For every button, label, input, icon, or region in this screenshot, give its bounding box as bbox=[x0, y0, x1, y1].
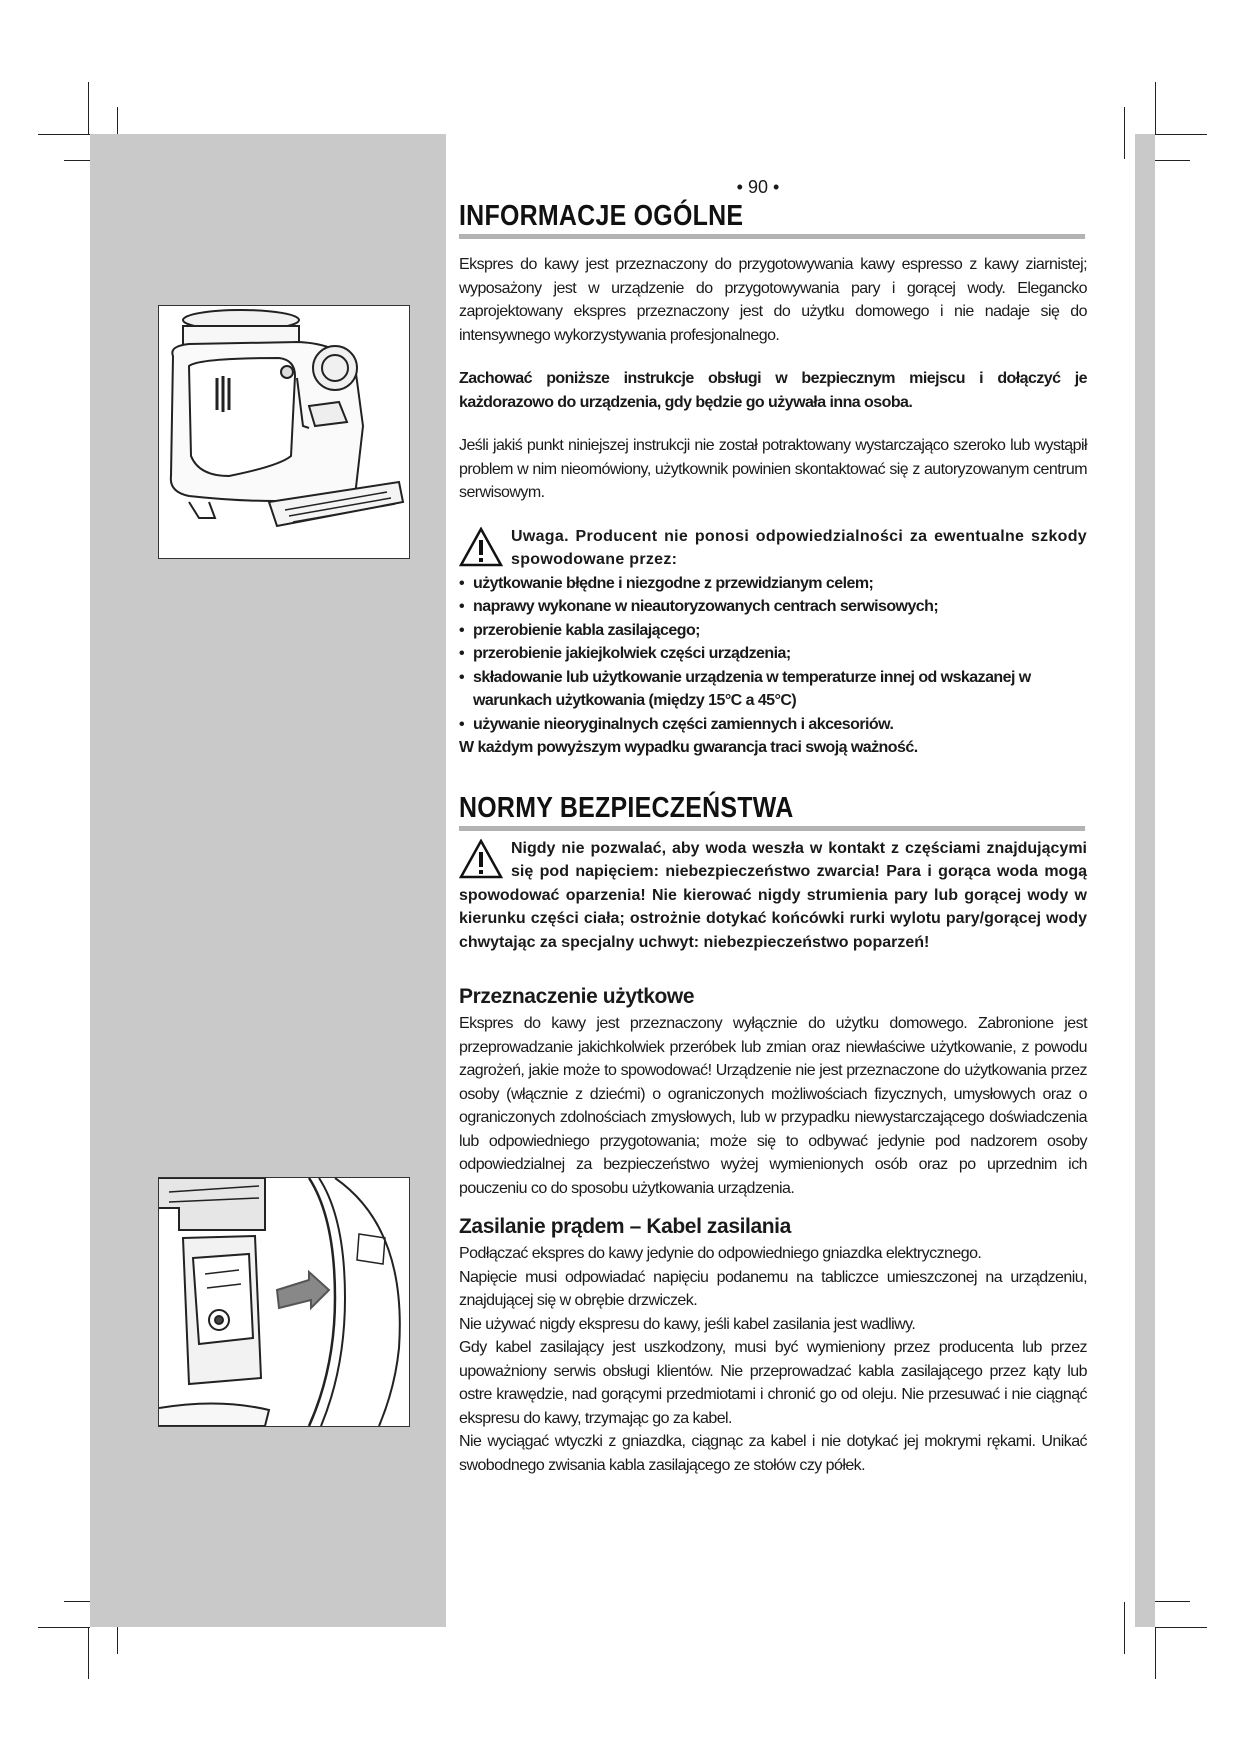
intended-use-paragraph: Ekspres do kawy jest przeznaczony wyłącznie do użytku domowego. Zabronione jest przeprowadzanie jakichkolwiek przeróbek lub zmian oraz niewłaściwe użytkowanie, z powodu zagrożeń, jakie może to spowodować! Urządzenie nie jest przeznaczone do użytkowania przez osoby (włącznie z dziećmi) o ograniczonych możliwościach fizycznych, umysłowych oraz o ograniczonych zdolnościach zmysłowych, lub w przypadku niewystarczającego doświadczenia lub odpowiedniego przygotowania; może się to odbywać jedynie pod nadzorem osoby odpowiedzialnej za bezpieczeństwo wyżej wymienionych osób oraz po uprzednim ich pouczeniu co do sposobu użytkowania urządzenia. bbox=[459, 1015, 1087, 1197]
crop-mark bbox=[1155, 134, 1207, 135]
crop-mark bbox=[1155, 82, 1156, 134]
keep-instructions-note: Zachować poniższe instrukcje obsługi w bezpiecznym miejscu i dołączyć je każdorazowo do urządzenia, gdy będzie go używała inna osoba. bbox=[459, 370, 1087, 411]
warning-triangle-icon bbox=[459, 527, 503, 569]
list-item: • używanie nieoryginalnych części zamiennych i akcesoriów. bbox=[459, 713, 1087, 737]
brew-group-door-icon bbox=[159, 1178, 409, 1426]
warning-block-liability bbox=[459, 525, 1087, 572]
intro-paragraph: Ekspres do kawy jest przeznaczony do przygotowywania kawy espresso z kawy ziarnistej; wyposażony jest w urządzenie do przygotowywania pary i gorącej wody. Elegancko zaprojektowany ekspres przeznaczony jest do użytku domowego i nie nadaje się do intensywnego wykorzystywania profesjonalnego. bbox=[459, 256, 1087, 344]
warranty-closing: W każdym powyższym wypadku gwarancja traci swoją ważność. bbox=[459, 739, 918, 756]
safety-warning: Nigdy nie pozwalać, aby woda weszła w kontakt z częściami znajdującymi się pod napięciem: niebezpieczeństwo zwarcia! Para i gorąca woda mogą spowodować oparzenia! Nie kierować nigdy strumienia pary lub gorącej wody w kierunku części ciała; ostrożnie dotykać końcówki rurki wylotu pary/gorącej wody chwytając za specjalny uchwyt: niebezpieczeństwo poparzeń! bbox=[459, 839, 1087, 951]
warning-triangle-icon bbox=[459, 839, 503, 881]
crop-mark bbox=[88, 1627, 89, 1679]
list-item: • przerobienie kabla zasilającego; bbox=[459, 619, 1087, 643]
list-item: • przerobienie jakiejkolwiek części urządzenia; bbox=[459, 642, 1087, 666]
power-line: Nie wyciągać wtyczki z gniazdka, ciągnąc za kabel i nie dotykać jej mokrymi rękami. Unikać swobodnego zwisania kabla zasilającego ze stołów czy półek. bbox=[459, 1433, 1087, 1474]
crop-mark bbox=[88, 82, 89, 134]
crop-mark bbox=[1124, 107, 1125, 159]
section-title-power-supply: Zasilanie prądem – Kabel zasilania bbox=[459, 1215, 791, 1238]
service-note: Jeśli jakiś punkt niniejszej instrukcji nie został potraktowany wystarczająco szeroko lub wystąpił problem w nim nieomówiony, użytkownik powinien skontaktować się z autoryzowanym centrum serwisowym. bbox=[459, 437, 1087, 501]
power-line: Podłączać ekspres do kawy jedynie do odpowiedniego gniazdka elektrycznego. bbox=[459, 1245, 982, 1262]
crop-mark bbox=[1155, 1627, 1207, 1628]
crop-mark bbox=[1124, 1602, 1125, 1654]
coffee-machine-illustration bbox=[158, 305, 410, 559]
list-item: • użytkowanie błędne i niezgodne z przewidzianym celem; bbox=[459, 572, 1087, 596]
section-title-intended-use: Przeznaczenie użytkowe bbox=[459, 985, 695, 1008]
section-title-general: INFORMACJE OGÓLNE bbox=[459, 200, 1085, 239]
power-line: Gdy kabel zasilający jest uszkodzony, musi być wymieniony przez producenta lub przez upoważniony serwis obsługi klientów. Nie przeprowadzać kabla zasilającego przez kąty lub ostre krawędzie, nad gorącymi przedmiotami i chronić go od oleju. Nie przesuwać i nie ciągnąć ekspresu do kawy, trzymając go za kabel. bbox=[459, 1339, 1087, 1427]
list-item: • składowanie lub użytkowanie urządzenia w temperaturze innej od wskazanej w warunkach użytkowania (między 15°C a 45°C) bbox=[459, 666, 1087, 713]
warning-block-safety bbox=[459, 837, 1087, 955]
page-number: • 90 • bbox=[736, 177, 780, 197]
liability-warning: Uwaga. Producent nie ponosi odpowiedzialności za ewentualne szkody spowodowane przez: bbox=[511, 527, 1087, 568]
right-gray-margin bbox=[1135, 134, 1155, 1627]
page-content bbox=[459, 176, 1087, 1477]
list-item: • naprawy wykonane w nieautoryzowanych centrach serwisowych; bbox=[459, 595, 1087, 619]
crop-mark bbox=[1155, 1627, 1156, 1679]
power-line: Nie używać nigdy ekspresu do kawy, jeśli kabel zasilania jest wadliwy. bbox=[459, 1315, 916, 1333]
liability-bullet-list bbox=[459, 572, 1087, 737]
crop-mark bbox=[38, 134, 90, 135]
power-line: Napięcie musi odpowiadać napięciu podanemu na tabliczce umieszczonej na urządzeniu, znajdującej się w obrębie drzwiczek. bbox=[459, 1268, 1087, 1309]
brew-group-door-illustration bbox=[158, 1177, 410, 1427]
crop-mark bbox=[38, 1627, 90, 1628]
section-title-safety: NORMY BEZPIECZEŃSTWA bbox=[459, 792, 1085, 831]
coffee-machine-icon bbox=[159, 306, 409, 558]
